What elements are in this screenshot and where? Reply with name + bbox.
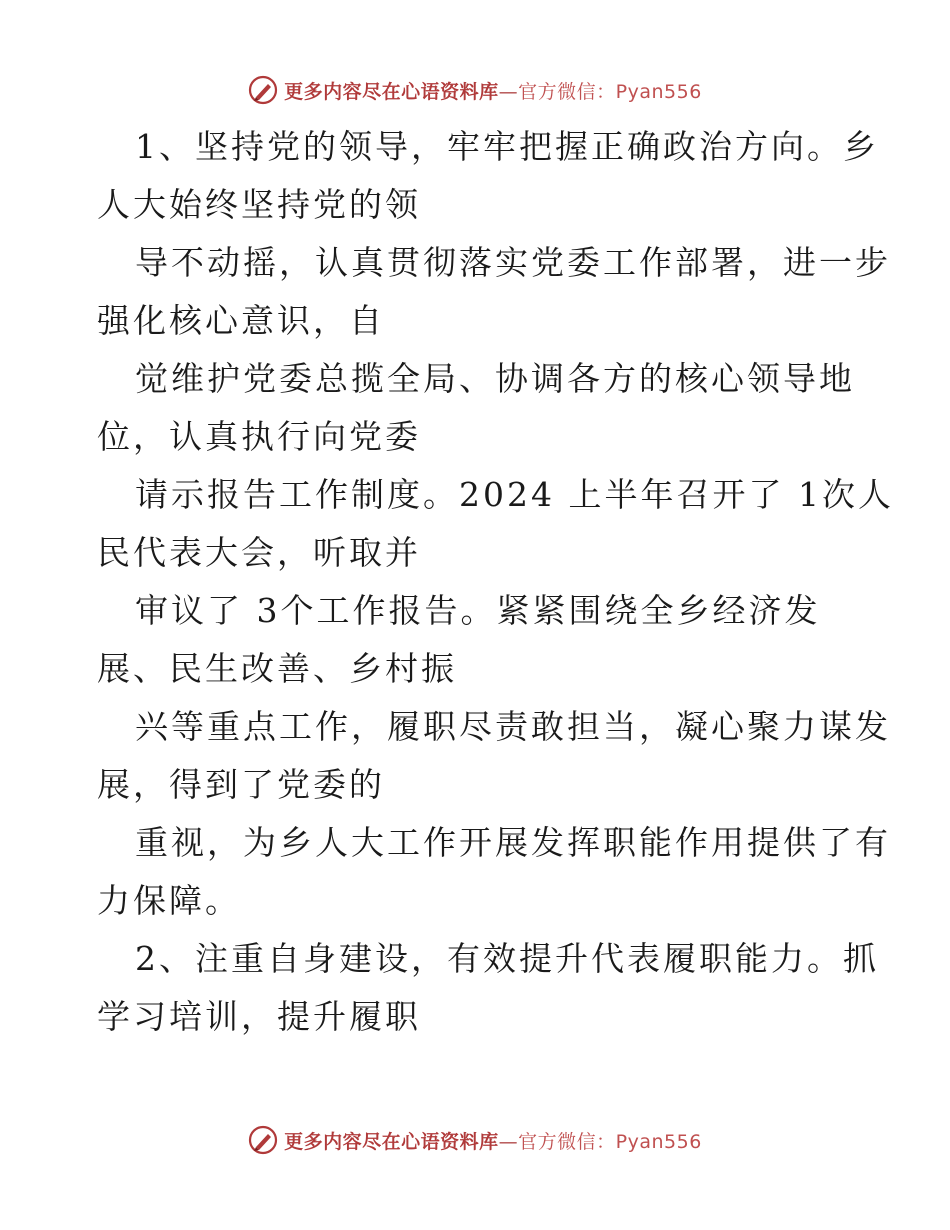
body-line: 觉维护党委总揽全局、协调各方的核心领导地 — [135, 359, 855, 398]
body-line: 位，认真执行向党委 — [97, 417, 421, 456]
banner-dash: — — [498, 80, 519, 103]
banner-main-text: 更多内容尽在心语资料库 — [284, 1130, 499, 1153]
header-watermark-banner — [0, 70, 950, 110]
banner-dash: — — [498, 1130, 519, 1153]
body-line: 2、注重自身建设，有效提升代表履职能力。抓 — [135, 939, 879, 978]
body-line: 民代表大会，听取并 — [97, 533, 421, 572]
body-line: 学习培训，提升履职 — [97, 997, 421, 1036]
body-line: 兴等重点工作，履职尽责敢担当，凝心聚力谋发 — [135, 707, 891, 746]
document-body — [97, 118, 894, 1046]
body-line: 请示报告工作制度。2024 上半年召开了 1次人 — [135, 475, 894, 514]
body-line: 人大始终坚持党的领 — [97, 185, 421, 224]
banner-main-text: 更多内容尽在心语资料库 — [284, 80, 499, 103]
footer-watermark-banner — [0, 1120, 950, 1160]
body-line: 重视，为乡人大工作开展发挥职能作用提供了有 — [135, 823, 891, 862]
banner-text — [284, 1127, 702, 1154]
banner-text — [284, 77, 702, 104]
body-line: 力保障。 — [97, 881, 241, 920]
pen-logo-icon — [248, 75, 278, 105]
banner-contact-text: 官方微信：Pyan556 — [518, 1130, 702, 1153]
body-line: 展，得到了党委的 — [97, 765, 385, 804]
body-line: 审议了 3个工作报告。紧紧围绕全乡经济发 — [135, 591, 821, 630]
banner-contact-text: 官方微信：Pyan556 — [518, 80, 702, 103]
body-line: 导不动摇，认真贯彻落实党委工作部署，进一步 — [135, 243, 891, 282]
pen-logo-icon — [248, 1125, 278, 1155]
body-line: 1、坚持党的领导，牢牢把握正确政治方向。乡 — [135, 127, 879, 166]
body-line: 强化核心意识，自 — [97, 301, 385, 340]
body-line: 展、民生改善、乡村振 — [97, 649, 457, 688]
